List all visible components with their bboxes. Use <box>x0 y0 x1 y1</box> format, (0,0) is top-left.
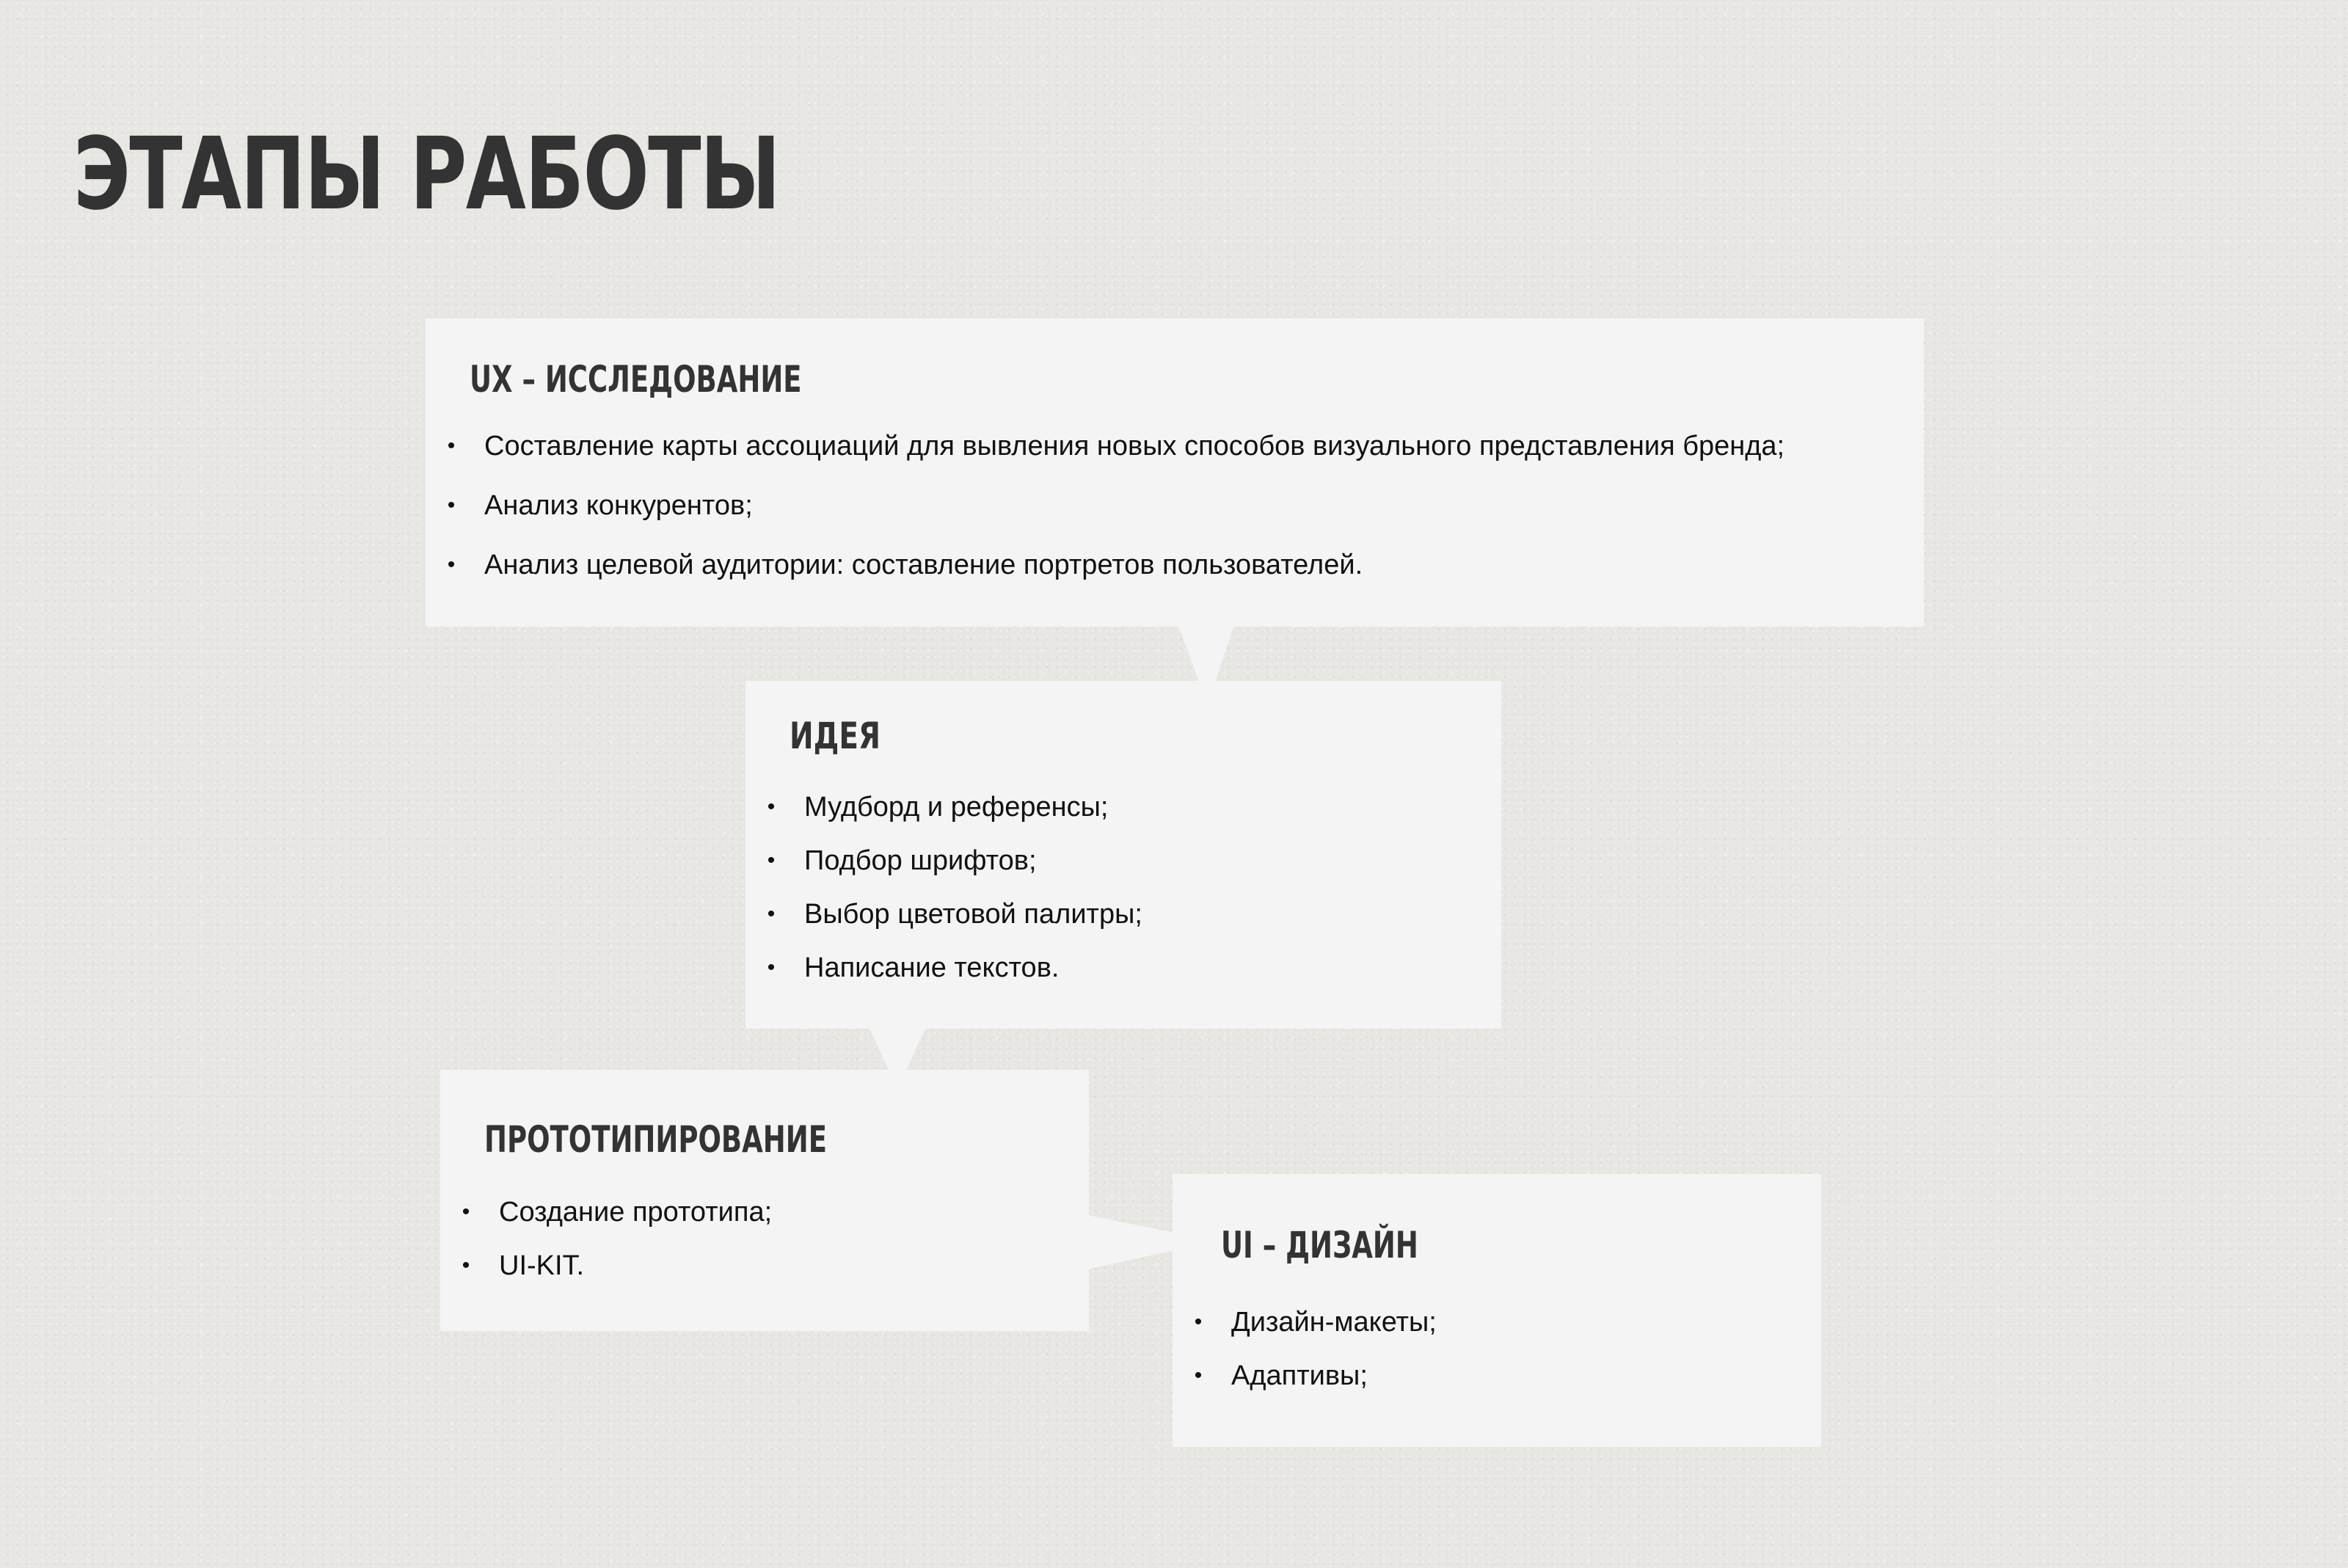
bullet-icon: • <box>1194 1363 1203 1388</box>
list-item <box>440 489 1784 522</box>
list-item <box>760 898 1142 930</box>
bullet-icon: • <box>767 848 776 872</box>
connector-idea-to-proto <box>869 1027 926 1071</box>
list-item <box>440 430 1784 462</box>
list-item-text: UI-KIT. <box>499 1250 585 1281</box>
list-item-text: Анализ целевой аудитории: составление портретов пользователей. <box>484 550 1363 580</box>
list-item-text: Адаптивы; <box>1231 1360 1368 1391</box>
stage-idea <box>745 681 1501 1029</box>
bullet-icon: • <box>767 795 776 819</box>
connector-proto-to-ui <box>1087 1215 1174 1269</box>
stage-items <box>440 430 1784 608</box>
connector-ux-to-idea <box>1178 625 1234 682</box>
list-item <box>1187 1360 1437 1392</box>
stage-items <box>760 791 1142 1005</box>
list-item-text: Подбор шрифтов; <box>804 845 1037 876</box>
list-item <box>1187 1306 1437 1338</box>
bullet-icon: • <box>447 434 456 458</box>
bullet-icon: • <box>462 1200 470 1224</box>
list-item-text: Составление карты ассоциаций для вывления новых способов визуального представления бренда; <box>484 431 1785 462</box>
stage-items <box>455 1196 772 1303</box>
list-item-text: Мудборд и референсы; <box>804 792 1109 823</box>
stage-items <box>1187 1306 1437 1413</box>
stage-ui-design <box>1173 1174 1821 1447</box>
list-item <box>760 791 1142 823</box>
bullet-icon: • <box>767 955 776 980</box>
stage-ux-research <box>426 318 1924 627</box>
stage-title: ПРОТОТИПИРОВАНИЕ <box>484 1118 827 1161</box>
bullet-icon: • <box>447 553 456 577</box>
stage-prototyping <box>440 1070 1089 1331</box>
list-item-text: Дизайн-макеты; <box>1231 1307 1437 1338</box>
stage-title: UI – ДИЗАЙН <box>1221 1224 1418 1266</box>
stage-title: UX – ИССЛЕДОВАНИЕ <box>470 358 802 401</box>
list-item <box>760 845 1142 877</box>
list-item <box>455 1196 772 1228</box>
list-item-text: Создание прототипа; <box>499 1197 773 1228</box>
list-item <box>440 549 1784 581</box>
page-title: ЭТАПЫ РАБОТЫ <box>73 117 780 233</box>
list-item <box>760 952 1142 984</box>
list-item-text: Анализ конкурентов; <box>484 490 753 521</box>
bullet-icon: • <box>447 493 456 517</box>
stage-title: ИДЕЯ <box>790 715 881 757</box>
bullet-icon: • <box>767 902 776 926</box>
bullet-icon: • <box>462 1253 470 1277</box>
list-item <box>455 1250 772 1282</box>
list-item-text: Выбор цветовой палитры; <box>804 899 1142 930</box>
bullet-icon: • <box>1194 1310 1203 1334</box>
list-item-text: Написание текстов. <box>804 952 1060 983</box>
